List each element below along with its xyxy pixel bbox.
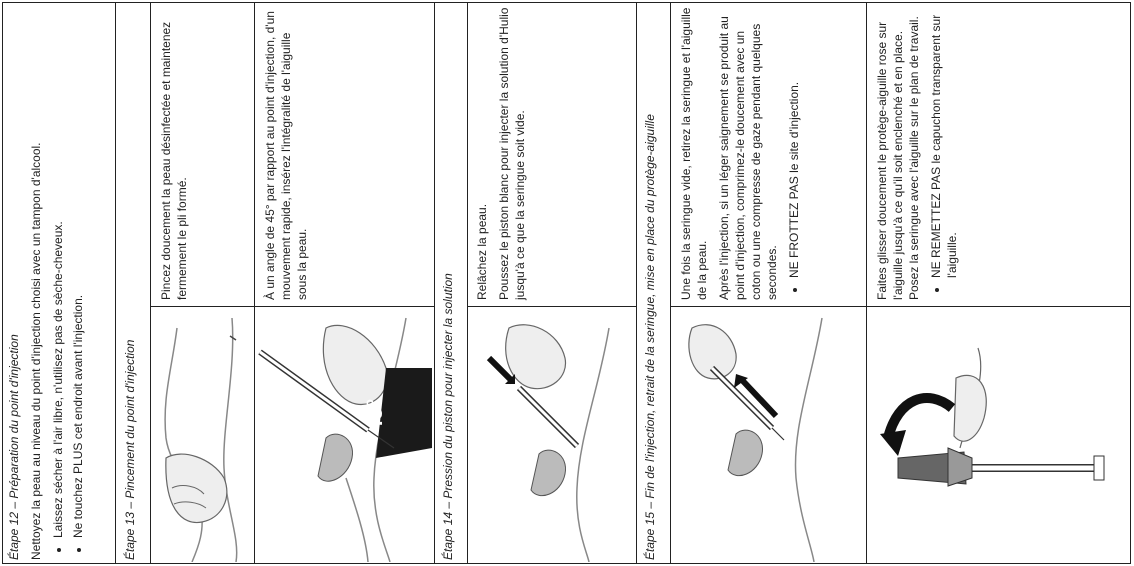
table-bottom-border (2, 563, 1131, 564)
push-plunger-illustration (469, 308, 635, 562)
row-divider-13 (150, 306, 435, 307)
step12-text: Nettoyez la peau au niveau du point d'injection choisi avec un tampon d'alcool. (29, 142, 43, 560)
table-top-border (2, 2, 1131, 3)
step12-bullet-1: • Laissez sécher à l'air libre, n'utilisez pas de sèche-cheveux. (50, 10, 66, 538)
step13-text-a-cell (158, 5, 196, 300)
step13-text-a: Pincez doucement la peau désinfectée et maintenez fermement le pli formé. (159, 21, 189, 300)
step12-header: Étape 12 – Préparation du point d'injection (7, 334, 21, 560)
withdraw-syringe-illustration (672, 308, 864, 562)
step14-text-cell (474, 5, 534, 300)
step15-text-a2: Après l'injection, si un léger saignement se produit au point d'injection, comprimez-le doucement avec un coton ou une compresse de gaze pendant quelques secondes. (717, 16, 779, 300)
step14-text-1: Relâchez la peau. (475, 203, 489, 300)
insert-45-illustration (256, 308, 432, 562)
step15-bullet-b: • NE REMETTEZ PAS le capuchon transparent sur l'aiguille. (928, 5, 960, 278)
step15-bullets-a (786, 5, 802, 300)
table-left-border (2, 2, 3, 564)
divider-15a-15b (866, 2, 867, 564)
row-divider-14 (467, 306, 637, 307)
step15-bullets-b (928, 5, 960, 300)
step13-header-cell (122, 10, 144, 560)
step14-text-2: Poussez le piston blanc pour injecter la solution d'Hulio jusqu'à ce que la seringue soit vide. (497, 7, 527, 300)
step13-header: Étape 13 – Pincement du point d'injection (123, 339, 137, 560)
step12-bullet-2: • Ne touchez PLUS cet endroit avant l'injection. (70, 10, 86, 538)
step15-header: Étape 15 – Fin de l'injection, retrait de la seringue, mise en place du protège-aiguille (643, 114, 657, 560)
pinch-skin-illustration (152, 308, 252, 562)
step12-bullets (50, 10, 86, 560)
step15-header-cell (642, 10, 664, 560)
step15-text-a1: Une fois la seringue vide, retirez la seringue et l'aiguille de la peau. (679, 7, 709, 300)
step15-text-a-cell (678, 5, 806, 300)
divider-14-15 (636, 2, 637, 564)
step13-text-b: À un angle de 45° par rapport au point d'injection, d'un mouvement rapide, insérez l'intégralité de l'aiguille sous la peau. (263, 11, 309, 300)
needle-guard-illustration (868, 308, 1128, 562)
step15-text-b-cell (874, 5, 964, 300)
divider-13a-13b (254, 2, 255, 564)
row-divider-15 (670, 306, 1131, 307)
step12-block (6, 10, 90, 560)
divider-15-header (670, 2, 671, 564)
table-right-border (1130, 2, 1131, 564)
divider-12-13 (115, 2, 116, 564)
angle-label: 45° (362, 398, 387, 432)
divider-14-header (467, 2, 468, 564)
step14-header-cell (440, 10, 462, 560)
step15-text-b: Faites glisser doucement le protège-aiguille rose sur l'aiguille jusqu'à ce qu'il soit enclenché et en place. Posez la seringue avec l'aiguille sur le plan de travail. (875, 16, 921, 300)
divider-13-header (150, 2, 151, 564)
step15-bullet-a: • NE FROTTEZ PAS le site d'injection. (786, 5, 802, 278)
step14-header: Étape 14 – Pression du piston pour injecter la solution (441, 273, 455, 560)
step13-text-b-cell (262, 5, 316, 300)
divider-13-14 (434, 2, 435, 564)
